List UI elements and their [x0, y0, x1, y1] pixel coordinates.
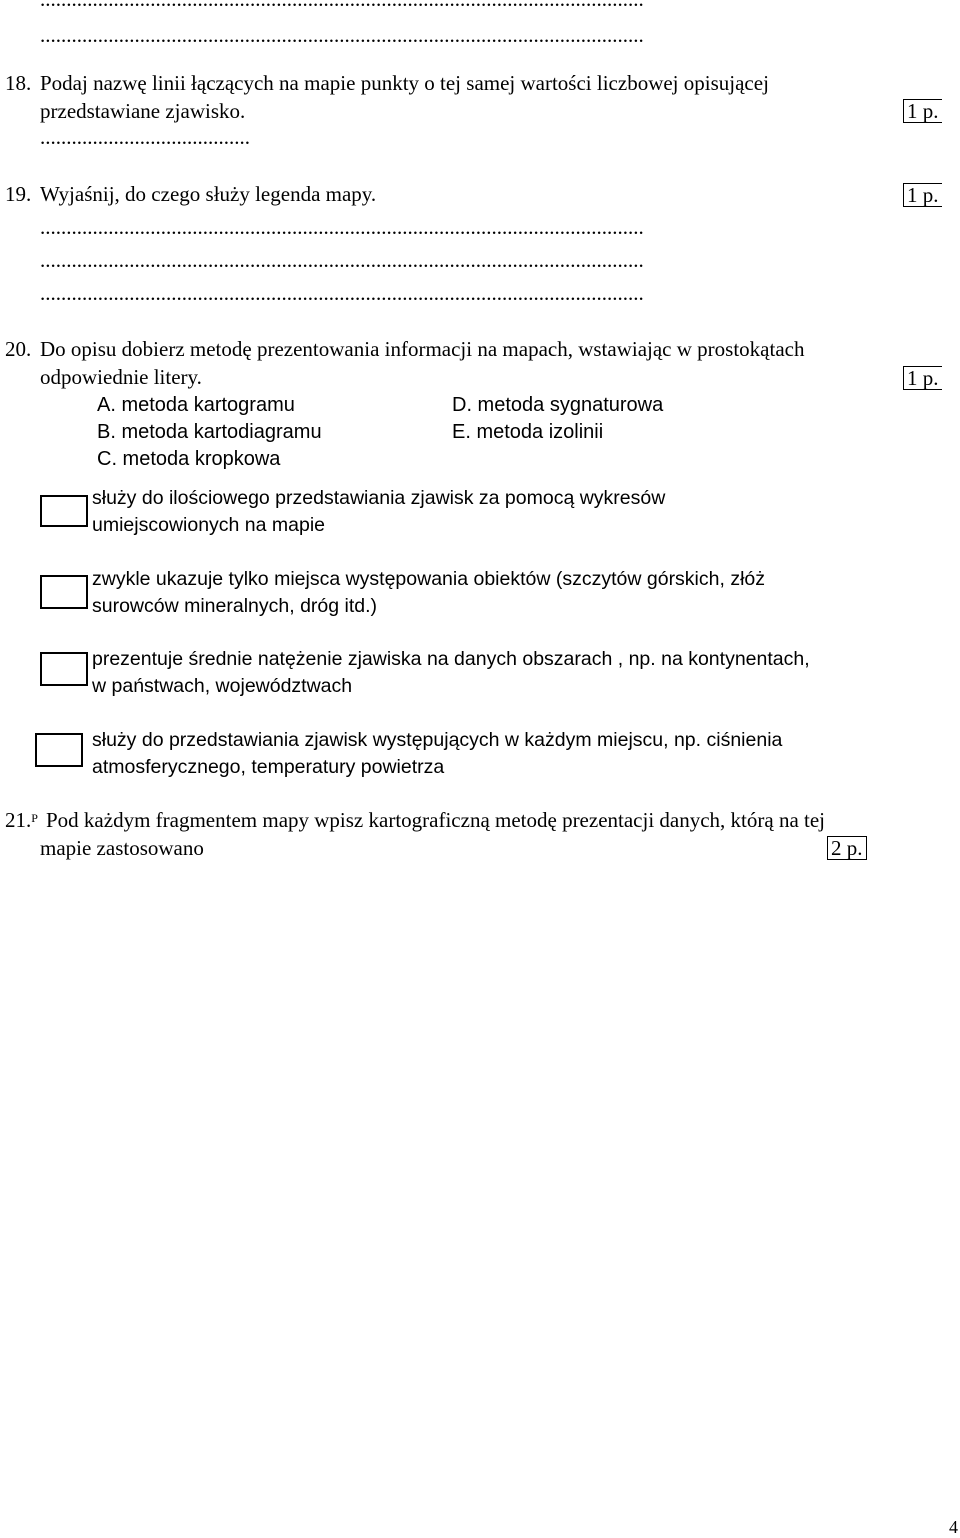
question-19-text: Wyjaśnij, do czego służy legenda mapy.: [40, 182, 377, 206]
question-sup: P: [31, 811, 38, 825]
answer-box[interactable]: [40, 575, 88, 609]
item-description-cont: atmosferycznego, temperatury powietrza: [92, 756, 445, 778]
answer-line: ...................................................................................................................: [40, 248, 644, 272]
item-description: zwykle ukazuje tylko miejsca występowania obiektów (szczytów górskich, złóż: [92, 568, 765, 590]
answer-line: ...................................................................................................................: [40, 281, 644, 305]
item-description-cont: umiejscowionych na mapie: [92, 514, 326, 536]
item-description-cont: surowców mineralnych, dróg itd.): [92, 595, 378, 617]
question-21-text-cont: mapie zastosowano: [40, 836, 204, 860]
page-number: 4: [949, 1517, 958, 1537]
option-c: C. metoda kropkowa: [97, 448, 281, 470]
question-18-text-cont: przedstawiane zjawisko.: [40, 99, 246, 123]
points-box: 2 p.: [827, 836, 867, 860]
option-e: E. metoda izolinii: [452, 421, 604, 443]
item-description: prezentuje średnie natężenie zjawiska na danych obszarach , np. na kontynentach,: [92, 648, 810, 670]
answer-line: ...................................................................................................................: [40, 23, 644, 47]
answer-box[interactable]: [35, 733, 83, 767]
answer-line: ...................................................................................................................: [40, 215, 644, 239]
points-box: 1 p.: [903, 366, 942, 390]
question-20-text: Do opisu dobierz metodę prezentowania informacji na mapach, wstawiając w prostokątach: [40, 337, 805, 361]
option-a: A. metoda kartogramu: [97, 394, 295, 416]
question-18-text: Podaj nazwę linii łączących na mapie punkty o tej samej wartości liczbowej opisującej: [40, 71, 769, 95]
question-20-text-cont: odpowiednie litery.: [40, 365, 202, 389]
question-number-18: 18.: [5, 71, 32, 95]
points-box: 1 p.: [903, 99, 942, 123]
item-description: służy do ilościowego przedstawiania zjawisk za pomocą wykresów: [92, 487, 666, 509]
answer-box[interactable]: [40, 495, 88, 527]
answer-line: ........................................: [40, 125, 250, 149]
points-box: 1 p.: [903, 183, 942, 207]
item-description: służy do przedstawiania zjawisk występujących w każdym miejscu, np. ciśnienia: [92, 729, 783, 751]
question-number-19: 19.: [5, 182, 32, 206]
option-d: D. metoda sygnaturowa: [452, 394, 664, 416]
question-number-21: 21.$^P$: [5, 808, 38, 832]
question-21-text: Pod każdym fragmentem mapy wpisz kartograficzną metodę prezentacji danych, którą na tej: [46, 808, 826, 832]
item-description-cont: w państwach, województwach: [92, 675, 353, 697]
answer-box[interactable]: [40, 652, 88, 686]
question-number-20: 20.: [5, 337, 32, 361]
answer-line: [40, 0, 644, 12]
option-b: B. metoda kartodiagramu: [97, 421, 322, 443]
